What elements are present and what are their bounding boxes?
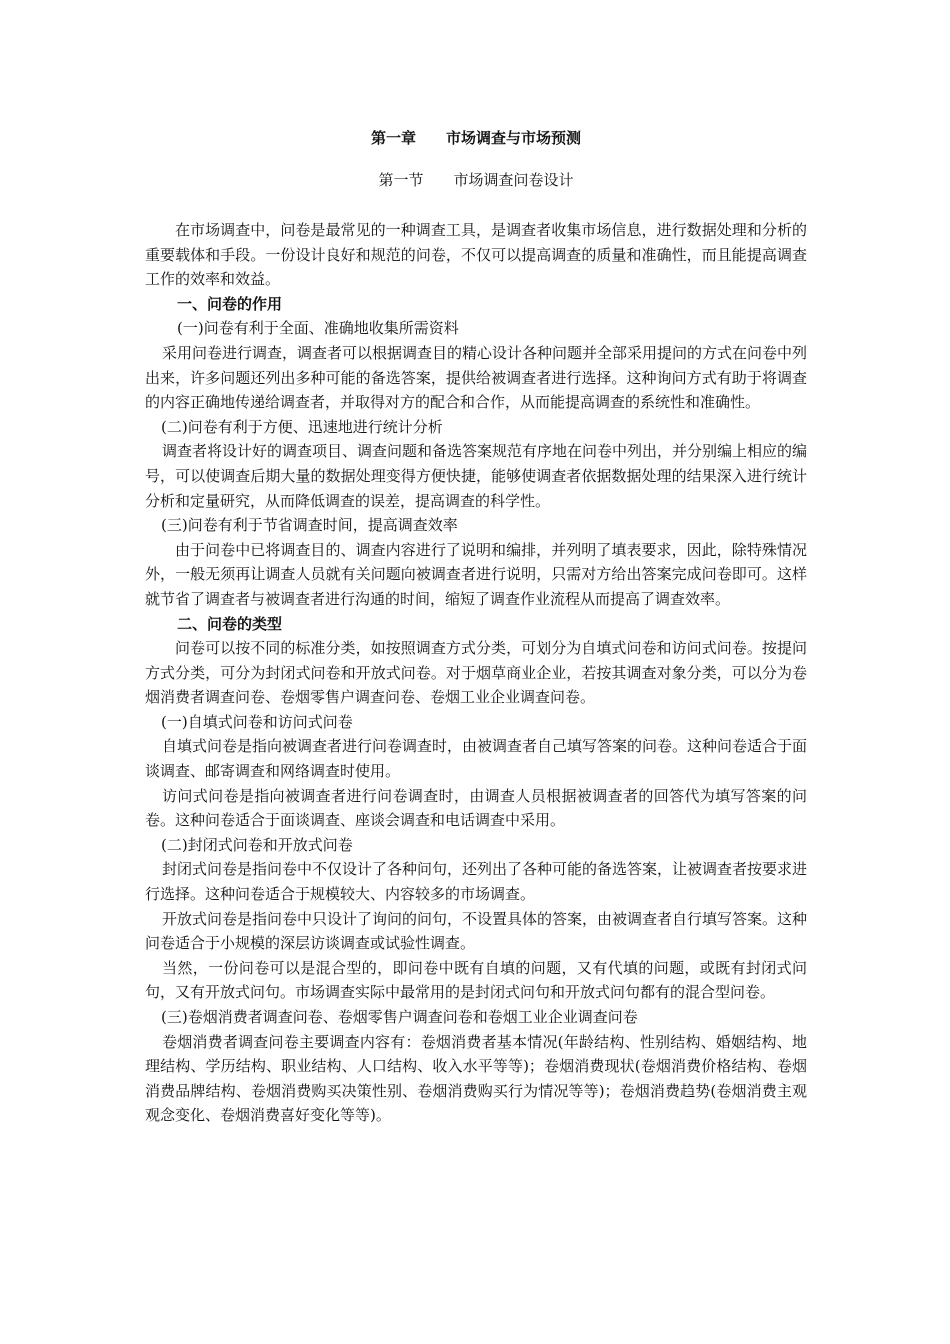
part2-sub3-paragraph: 卷烟消费者调查问卷主要调查内容有：卷烟消费者基本情况(年龄结构、性别结构、婚姻结构、地理结构、学历结构、职业结构、人口结构、收入水平等等)；卷烟消费现状(卷烟消费价格结构、卷烟消费品牌结构、卷烟消费购买决策性别、卷烟消费购买行为情况等等)；卷烟消费趋势(卷烟消费主观观念变化、卷烟消费喜好变化等等)。 bbox=[145, 1032, 807, 1125]
part1-sub1-paragraph: 采用问卷进行调查，调查者可以根据调查目的精心设计各种问题并全部采用提问的方式在问卷中列出来，许多问题还列出多种可能的备选答案，提供给被调查者进行选择。这种询问方式有助于将调查的内容正确地传递给调查者，并取得对方的配合和合作，从而能提高调查的系统性和准确性。 bbox=[145, 343, 808, 412]
part2-heading: 二、问卷的类型 bbox=[177, 614, 283, 633]
part2-sub2-paragraph-3: 当然，一份问卷可以是混合型的，即问卷中既有自填的问题，又有代填的问题，或既有封闭式问句，又有开放式问句。市场调查实际中最常用的是封闭式问句和开放式问句都有的混合型问卷。 bbox=[145, 958, 807, 1002]
section-title: 第一节 市场调查问卷设计 bbox=[378, 171, 574, 189]
part2-sub1-heading: (一)自填式问卷和访问式问卷 bbox=[161, 712, 353, 731]
part1-sub2-paragraph: 调查者将设计好的调查项目、调查问题和备选答案规范有序地在问卷中列出，并分别编上相应的编号，可以使调查后期大量的数据处理变得方便快捷，能够使调查者依据数据处理的结果深入进行统计分析和定量研究，从而降低调查的误差，提高调查的科学性。 bbox=[145, 442, 808, 510]
part2-sub2-paragraph-1: 封闭式问卷是指问卷中不仅设计了各种问句，还列出了各种可能的备选答案，让被调查者按要求进行选择。这种问卷适合于规模较大、内容较多的市场调查。 bbox=[145, 860, 808, 904]
part2-intro-paragraph: 问卷可以按不同的标准分类，如按照调查方式分类，可划分为自填式问卷和访问式问卷。按提问方式分类，可分为封闭式问卷和开放式问卷。对于烟草商业企业，若按其调查对象分类，可以分为卷烟消费者调查问卷、卷烟零售户调查问卷、卷烟工业企业调查问卷。 bbox=[145, 639, 807, 707]
chapter-title: 第一章 市场调查与市场预测 bbox=[370, 129, 581, 147]
part2-sub2-heading: (二)封闭式问卷和开放式问卷 bbox=[161, 835, 353, 854]
part1-sub3-paragraph: 由于问卷中已将调查目的、调查内容进行了说明和编排，并列明了填表要求，因此，除特殊情况外，一般无须再让调查人员就有关问题向被调查者进行说明，只需对方给出答案完成问卷即可。这样就节省了调查者与被调查者进行沟通的时间，缩短了调查作业流程从而提高了调查效率。 bbox=[145, 540, 807, 608]
part2-sub1-paragraph-2: 访问式问卷是指向被调查者进行问卷调查时，由调查人员根据被调查者的回答代为填写答案的问卷。这种问卷适合于面谈调查、座谈会调查和电话调查中采用。 bbox=[145, 786, 807, 830]
part2-sub1-paragraph-1: 自填式问卷是指向被调查者进行问卷调查时，由被调查者自己填写答案的问卷。这种问卷适合于面谈调查、邮寄调查和网络调查时使用。 bbox=[145, 737, 808, 781]
part2-sub3-heading: (三)卷烟消费者调查问卷、卷烟零售户调查问卷和卷烟工业企业调查问卷 bbox=[161, 1008, 638, 1026]
part1-sub2-heading: (二)问卷有利于方便、迅速地进行统计分析 bbox=[161, 417, 443, 436]
part2-sub2-paragraph-2: 开放式问卷是指问卷中只设计了询问的问句，不设置具体的答案，由被调查者自行填写答案。这种问卷适合于小规模的深层访谈调查或试验性调查。 bbox=[145, 909, 808, 953]
part1-sub1-heading: (一)问卷有利于全面、准确地收集所需资料 bbox=[177, 319, 459, 338]
intro-paragraph: 在市场调查中，问卷是最常见的一种调查工具，是调查者收集市场信息，进行数据处理和分析的重要载体和手段。一份设计良好和规范的问卷，不仅可以提高调查的质量和准确性，而且能提高调查工作的效率和效益。 bbox=[145, 221, 807, 289]
part1-heading: 一、问卷的作用 bbox=[177, 294, 283, 313]
part1-sub3-heading: (三)问卷有利于节省调查时间，提高调查效率 bbox=[161, 516, 458, 535]
document-page bbox=[145, 126, 807, 1128]
